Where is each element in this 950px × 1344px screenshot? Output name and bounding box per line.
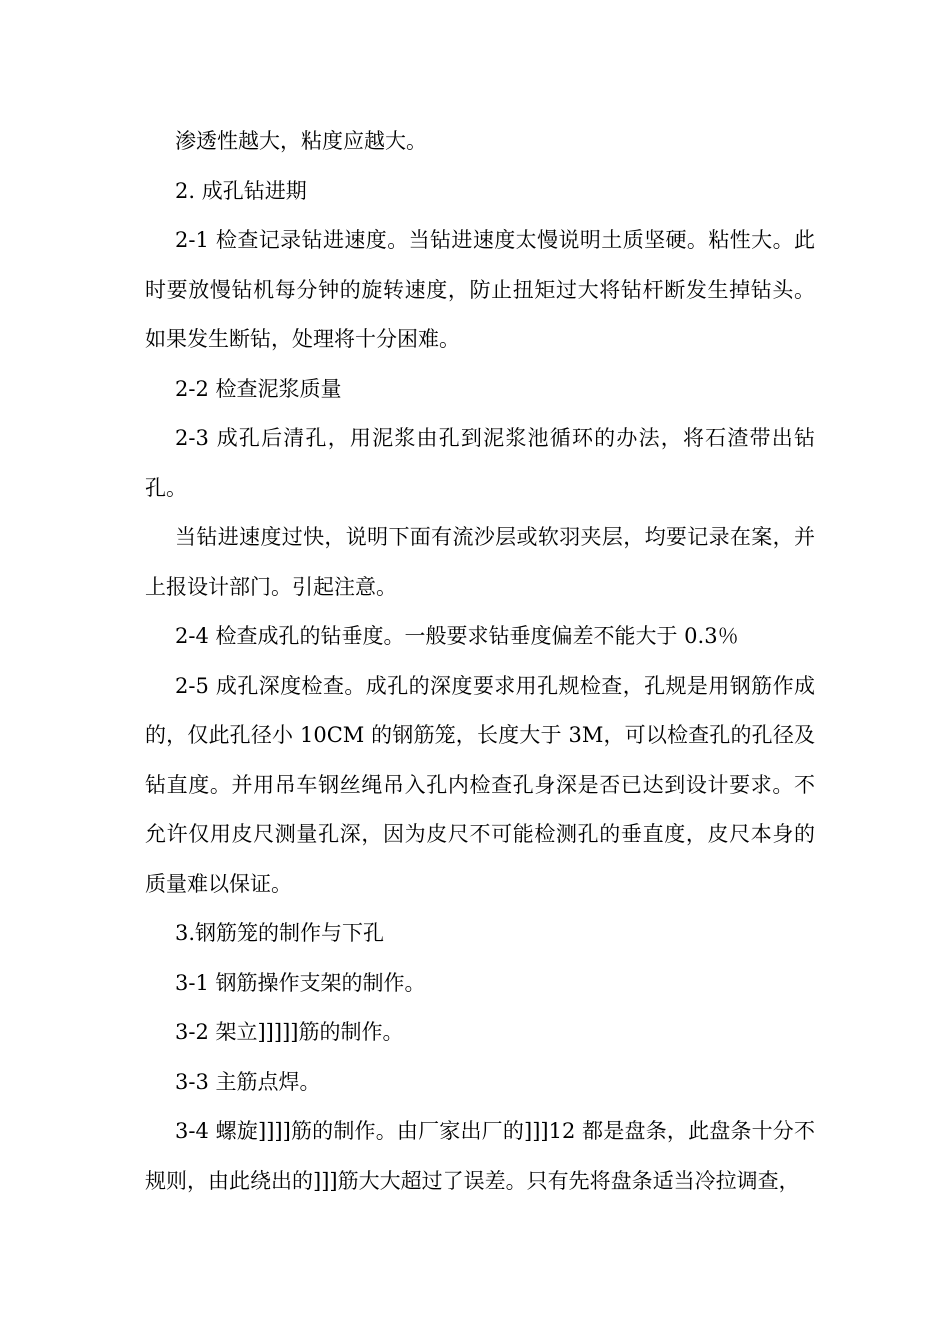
paragraph: 3-3 主筋点焊。	[175, 1069, 321, 1094]
body-text	[145, 117, 815, 1206]
paragraph: 2-5 成孔深度检查。成孔的深度要求用孔规检查，孔规是用钢筋作成的，仅此孔径小 10CM 的钢筋笼，长度大于 3M，可以检查孔的孔径及钻直度。并用吊车钢丝绳吊入孔内检查孔身深是否已达到设计要求。不允许仅用皮尺测量孔深，因为皮尺不可能检测孔的垂直度，皮尺本身的质量难以保证。	[145, 673, 815, 896]
section-heading: 2. 成孔钻进期	[175, 178, 307, 203]
paragraph: 渗透性越大，粘度应越大。	[175, 129, 427, 153]
paragraph: 当钻进速度过快，说明下面有流沙层或软羽夹层，均要记录在案，并上报设计部门。引起注意。	[145, 525, 815, 599]
paragraph: 2-3 成孔后清孔，用泥浆由孔到泥浆池循环的办法，将石渣带出钻孔。	[145, 426, 815, 500]
section-heading: 3.钢筋笼的制作与下孔	[175, 921, 385, 945]
paragraph: 3-1 钢筋操作支架的制作。	[175, 970, 426, 995]
paragraph: 2-2 检查泥浆质量	[175, 376, 342, 401]
paragraph: 3-2 架立]]]]]筋的制作。	[175, 1020, 404, 1044]
paragraph: 3-4 螺旋]]]]筋的制作。由厂家出厂的]]]12 都是盘条，此盘条十分不规则，由此绕出的]]]筋大大超过了误差。只有先将盘条适当冷拉调查，	[145, 1119, 815, 1193]
paragraph: 2-1 检查记录钻进速度。当钻进速度太慢说明土质坚硬。粘性大。此时要放慢钻机每分钟的旋转速度，防止扭矩过大将钻杆断发生掉钻头。如果发生断钻，处理将十分困难。	[145, 228, 815, 351]
paragraph: 2-4 检查成孔的钻垂度。一般要求钻垂度偏差不能大于 0.3％	[175, 624, 739, 648]
